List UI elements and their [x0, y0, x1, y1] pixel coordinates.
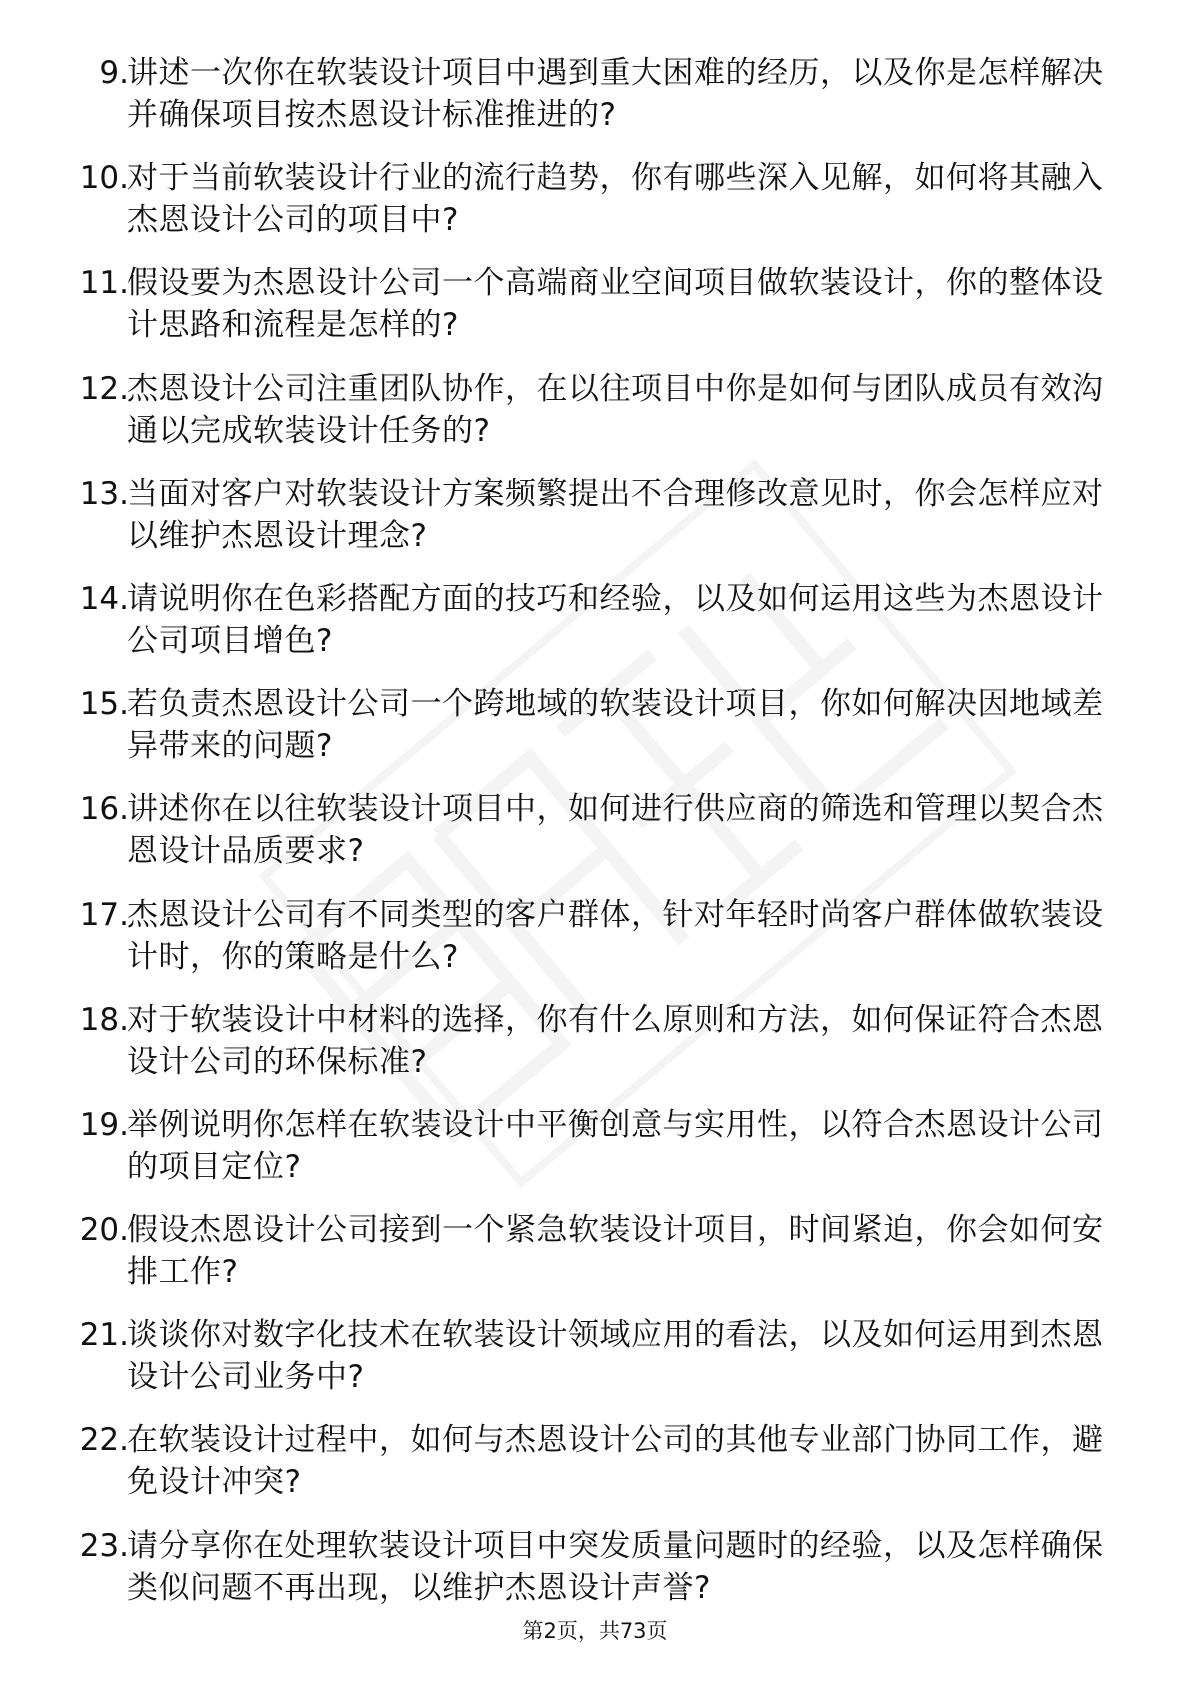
question-item: [0, 999, 1190, 1104]
question-number: 17.: [79, 896, 129, 933]
question-item: [0, 157, 1190, 262]
question-text: 对于软装设计中材料的选择，你有什么原则和方法，如何保证符合杰恩设计公司的环保标准?: [127, 1001, 1104, 1080]
question-number: 23.: [79, 1527, 129, 1564]
question-number: 16.: [79, 791, 129, 828]
question-item: [0, 683, 1190, 788]
question-number: 15.: [79, 686, 129, 723]
question-text: 当面对客户对软装设计方案频繁提出不合理修改意见时，你会怎样应对以维护杰恩设计理念?: [127, 475, 1104, 554]
question-text: 请分享你在处理软装设计项目中突发质量问题时的经验，以及怎样确保类似问题不再出现，以维护杰恩设计声誉?: [127, 1527, 1104, 1606]
question-list: [0, 52, 1190, 1630]
question-text: 假设杰恩设计公司接到一个紧急软装设计项目，时间紧迫，你会如何安排工作?: [127, 1212, 1104, 1291]
question-text: 若负责杰恩设计公司一个跨地域的软装设计项目，你如何解决因地域差异带来的问题?: [127, 686, 1104, 765]
question-item: [0, 1419, 1190, 1524]
question-item: [0, 1314, 1190, 1419]
question-number: 13.: [79, 475, 129, 512]
question-text: 讲述你在以往软装设计项目中，如何进行供应商的筛选和管理以契合杰恩设计品质要求?: [127, 791, 1104, 870]
question-text: 假设要为杰恩设计公司一个高端商业空间项目做软装设计，你的整体设计思路和流程是怎样的?: [127, 265, 1104, 344]
question-item: [0, 1104, 1190, 1209]
question-number: 22.: [79, 1422, 129, 1459]
question-number: 20.: [79, 1212, 129, 1249]
question-text: 对于当前软装设计行业的流行趋势，你有哪些深入见解，如何将其融入杰恩设计公司的项目中?: [127, 160, 1104, 239]
question-number: 18.: [79, 1001, 129, 1038]
question-text: 讲述一次你在软装设计项目中遇到重大困难的经历，以及你是怎样解决并确保项目按杰恩设计标准推进的?: [127, 55, 1104, 133]
question-number: 19.: [79, 1106, 129, 1143]
question-item: [0, 578, 1190, 683]
page-footer: 第2页，共73页: [522, 1619, 668, 1643]
question-text: 在软装设计过程中，如何与杰恩设计公司的其他专业部门协同工作，避免设计冲突?: [127, 1422, 1104, 1501]
question-text: 举例说明你怎样在软装设计中平衡创意与实用性，以符合杰恩设计公司的项目定位?: [127, 1106, 1104, 1185]
question-item: [0, 262, 1190, 367]
question-text: 杰恩设计公司有不同类型的客户群体，针对年轻时尚客户群体做软装设计时，你的策略是什么?: [127, 896, 1104, 975]
question-number: 21.: [79, 1317, 129, 1354]
question-text: 谈谈你对数字化技术在软装设计领域应用的看法，以及如何运用到杰恩设计公司业务中?: [127, 1317, 1104, 1396]
question-item: [0, 52, 1190, 157]
question-text: 杰恩设计公司注重团队协作，在以往项目中你是如何与团队成员有效沟通以完成软装设计任务的?: [127, 370, 1104, 449]
question-number: 11.: [79, 265, 129, 302]
question-text: 请说明你在色彩搭配方面的技巧和经验，以及如何运用这些为杰恩设计公司项目增色?: [127, 580, 1104, 659]
question-item: [0, 473, 1190, 578]
question-number: 9.: [99, 55, 129, 91]
question-item: [0, 894, 1190, 999]
question-item: [0, 368, 1190, 473]
question-number: 14.: [79, 580, 129, 617]
question-item: [0, 1209, 1190, 1314]
question-item: [0, 1525, 1190, 1630]
question-number: 12.: [79, 370, 129, 407]
question-number: 10.: [79, 160, 129, 197]
question-item: [0, 788, 1190, 893]
